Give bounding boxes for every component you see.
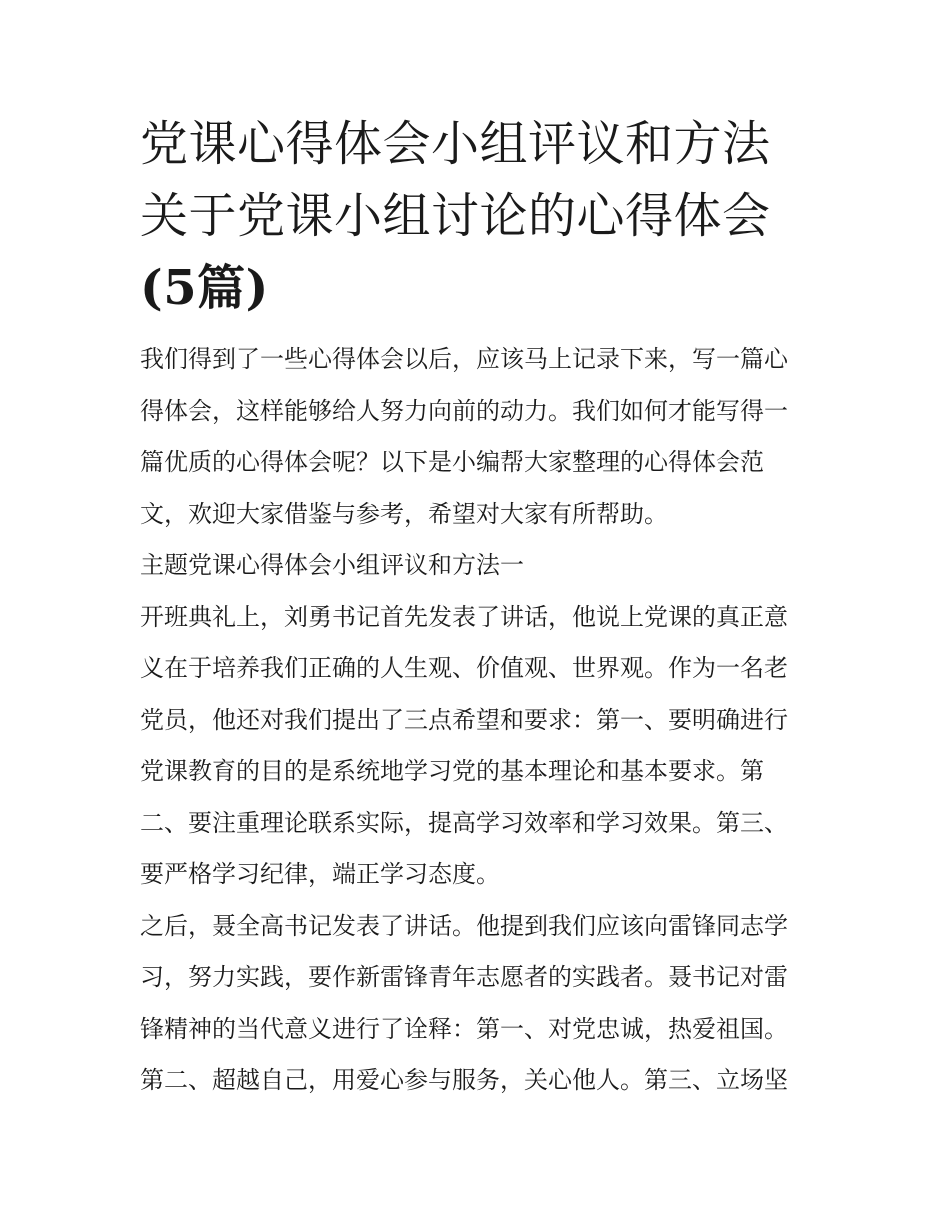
- text-line: 第二、超越自己，用爱心参与服务，关心他人。第三、立场坚: [140, 1066, 788, 1094]
- text-line: 要严格学习纪律，端正学习态度。: [140, 860, 500, 888]
- section-heading: [140, 540, 812, 592]
- text-line: 义在于培养我们正确的人生观、价值观、世界观。作为一名老: [140, 654, 788, 682]
- title-line-1: 党课心得体会小组评议和方法: [140, 116, 771, 172]
- document-page: [140, 108, 812, 1107]
- title-line-2: 关于党课小组讨论的心得体会: [140, 188, 771, 244]
- text-line: 文，欢迎大家借鉴与参考，希望对大家有所帮助。: [140, 499, 668, 528]
- text-line: 开班典礼上，刘勇书记首先发表了讲话，他说上党课的真正意: [140, 602, 788, 631]
- intro-paragraph: [140, 334, 812, 540]
- text-line: 习，努力实践，要作新雷锋青年志愿者的实践者。聂书记对雷: [140, 963, 788, 991]
- text-line: 党课教育的目的是系统地学习党的基本理论和基本要求。第: [140, 757, 764, 785]
- body-paragraph: [140, 901, 812, 1107]
- document-body: [140, 334, 812, 1107]
- document-title: [140, 108, 812, 324]
- text-line: 主题党课心得体会小组评议和方法一: [140, 551, 524, 579]
- text-line: 之后，聂全高书记发表了讲话。他提到我们应该向雷锋同志学: [140, 911, 788, 940]
- text-line: 二、要注重理论联系实际，提高学习效率和学习效果。第三、: [140, 808, 788, 837]
- text-line: 篇优质的心得体会呢？以下是小编帮大家整理的心得体会范: [140, 448, 764, 476]
- text-line: 我们得到了一些心得体会以后，应该马上记录下来，写一篇心: [140, 345, 788, 373]
- title-suffix: (5篇): [140, 260, 269, 316]
- body-paragraph: [140, 592, 812, 901]
- text-line: 得体会，这样能够给人努力向前的动力。我们如何才能写得一: [140, 396, 788, 425]
- text-line: 锋精神的当代意义进行了诠释：第一、对党忠诚，热爱祖国。: [140, 1014, 788, 1043]
- text-line: 党员，他还对我们提出了三点希望和要求：第一、要明确进行: [140, 705, 788, 734]
